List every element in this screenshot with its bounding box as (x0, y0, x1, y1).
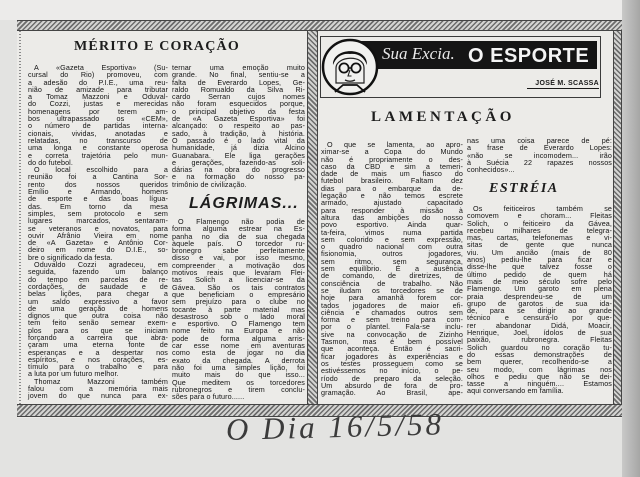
text-line: se iludam os torcedores se de (321, 285, 463, 295)
text-line: Um absurdo de fora de pro- (321, 380, 463, 390)
text-line: um saldo expressivo a favor (28, 296, 168, 306)
text-line: Thomaz Mazzoni também (34, 376, 168, 386)
text-line: altura das ambições do nosso (321, 212, 463, 222)
text-line: humanidade, já dizia Alcino (172, 143, 305, 153)
text-line: Solich guardou no coração tu- (467, 342, 612, 352)
text-line: trimônio de civilização. (172, 179, 247, 189)
text-line: dias para o embarque da de- (321, 183, 463, 193)
text-line: ouvir Afrânio Vieira em nome (28, 230, 168, 240)
text-line: do do futebol. (28, 157, 73, 167)
text-line: de, para se dirigir ao grande (467, 306, 612, 316)
text-line: espíritos, e nos corações, es- (28, 354, 168, 364)
text-line: tados jogadores de maior efi- (321, 300, 463, 310)
text-line: raldo Romualdo da Silva Ri- (172, 84, 305, 94)
text-line: O Flamengo não podia de (178, 217, 305, 226)
text-line: deiro em nome do D.I.E., so- (28, 245, 168, 255)
text-line: de uma geração de homens (28, 303, 168, 313)
text-line: não foi uma simples lição, foi (172, 362, 305, 372)
text-line: lugares marcados, sentaram- (28, 216, 168, 226)
text-line: grande. No final, sentiu-se a (172, 70, 305, 80)
text-line: reunião foi a Cantina Sor- (28, 172, 168, 182)
text-line: esperanças e a despertar nos (28, 347, 168, 357)
text-line: falta de Everardo Lopes, Ge- (172, 77, 305, 87)
text-line: por o plantel. Fala-se inclu- (321, 322, 463, 332)
text-line: forma e sem treino para com- (321, 315, 463, 325)
text-line: de «A Gazeta» e Antônio Cor- (28, 238, 168, 248)
column-divider (307, 31, 318, 404)
text-line: tem feito senão semear exem- (28, 318, 168, 328)
text-line: gramação. Ao Brasil, ape- (321, 388, 463, 398)
section-name: O ESPORTE (468, 45, 590, 67)
scan-right-edge (622, 0, 640, 477)
text-line: como esta de jogar no dia (172, 348, 305, 358)
article-title-lagrimas: LÁGRIMAS... (189, 195, 299, 212)
text-line: se veteranos e novatos, para (28, 223, 168, 233)
text-line: A «Gazeta Esportiva» (Su- (34, 63, 168, 72)
text-line: O local escolhido para a (34, 165, 168, 175)
text-line: Que meditem os torcedores (172, 377, 305, 387)
text-line: último pedido de quem há (467, 269, 612, 279)
text-line: dárias na obra do progresso (172, 165, 305, 175)
text-line: o número de partidas interna- (28, 121, 168, 131)
text-line: dade de mais um fiasco do (321, 169, 463, 179)
text-line: os testes prosseguem como se (321, 358, 463, 368)
text-line: de «A Gazeta Esportiva» foi (172, 114, 305, 124)
text-line: tas Solich a licenciar-se da (172, 275, 305, 285)
text-line: O passado é o lado vital da (172, 135, 305, 145)
text-line: Gávea. São os tais contratos (172, 282, 305, 292)
text-line: a frase de Everardo Lopes: (467, 143, 612, 153)
text-line: aqui conversando em família. (467, 386, 564, 396)
text-line: disso e vai, por isso mesmo, (172, 253, 305, 263)
text-line: alcançado: o respeito ao pas- (172, 121, 305, 131)
text-line: anos) pediu-lhe para ficar e (467, 255, 612, 265)
text-line: e na formação do nosso pa- (172, 172, 305, 182)
merito-column-2 (172, 64, 305, 188)
text-line: Os feiticeiros também se (473, 204, 612, 213)
text-line: jovem do que nunca para ex- (28, 391, 168, 401)
text-line: Henrique, Joel, ídolos de sua (467, 328, 612, 338)
text-line: seu modo, com lágrimas nos (467, 364, 612, 374)
left-border-line (19, 31, 21, 404)
text-line: Emílio e Armando, homens (28, 187, 168, 197)
text-line: ternar uma emoção muito (172, 63, 305, 72)
lamentacao-column-2 (467, 137, 612, 173)
text-line: e gerações, fazendo-as soli- (172, 157, 305, 167)
article-title-merito: MÉRITO E CORAÇÃO (74, 39, 240, 54)
author-byline: JOSÉ M. SCASSA (527, 80, 599, 89)
text-line: bronegro sabe perfeitamente (172, 246, 305, 256)
text-line: muito mais do que isso... (172, 370, 305, 380)
text-line: rubronegros e tirem conclu- (172, 384, 305, 394)
text-line: cordações, de saudade e de (28, 281, 168, 291)
text-line: comovem e choram... Fleitas (467, 211, 612, 221)
text-line: «não se incomodem... irão (467, 150, 612, 160)
text-line: relatadas, no transcurso de (28, 135, 168, 145)
text-line: que beneficiam o empresário (172, 289, 305, 299)
text-line: legação e não temos escrete (321, 191, 463, 201)
text-line: tímulo para o trabalho e para (28, 362, 168, 372)
text-line: não é propriamente o des- (321, 154, 463, 164)
lamentacao-column-1 (321, 141, 463, 396)
text-line: pode de forma alguma arris- (172, 333, 305, 343)
text-line: à Suécia 22 rapazes nossos (467, 157, 612, 167)
text-line: tasse a ninguém.... Estamos (467, 379, 612, 389)
text-line: das. Em torno da mesa (28, 201, 168, 211)
text-line: bos ultrapassado os «CEM», (28, 114, 168, 124)
text-line: motivos reais que levaram Flei- (172, 268, 305, 278)
paragraph (28, 64, 168, 166)
text-line: conhecidos»... (467, 165, 515, 175)
text-line: O que se lamenta, ao apro- (327, 140, 463, 149)
text-line: paixão, rubronegra. Fleitas (467, 335, 612, 345)
paragraph (467, 137, 612, 173)
text-line: car esse nome em aventuras (172, 341, 305, 351)
text-line: cardo Serran cujos nomes (172, 92, 305, 102)
text-line: olhos e pediu que não se dei- (467, 371, 612, 381)
text-line: Flamengo. Um garoto em plena (467, 284, 612, 294)
text-line: nome feito na Europa e não (172, 326, 305, 336)
text-line: para responder à missão à (321, 205, 463, 215)
right-border-band (613, 31, 622, 404)
estreia-column (467, 205, 612, 395)
paragraph (172, 64, 305, 188)
paragraph (28, 166, 168, 261)
article-title-estreia: ESTRÉIA (489, 181, 559, 196)
text-line: praia desprendeu-se de um (467, 291, 612, 301)
text-line: ximar-se a Copa do Mundo (321, 147, 463, 157)
lagrimas-column (172, 218, 305, 400)
text-line: a luta por um futuro melhor. (28, 369, 119, 379)
text-line: sitas de gente que nunca (467, 240, 612, 250)
text-line: futebol brasileiro. Faltam dez (321, 176, 463, 186)
text-line: cursal do Rio) promoveu, com (28, 70, 168, 80)
text-line: dignos que outra coisa não (28, 311, 168, 321)
text-line: belas lições, para chegar a (28, 289, 168, 299)
text-line: sem equilíbrio. É a ausência (321, 264, 463, 274)
text-line: o quadro nacional com outra (321, 242, 463, 252)
text-line: exato da chegada. A derrota (172, 355, 305, 365)
text-line: sive na convocação de Zizinho (321, 329, 463, 339)
text-line: Solich, o feiticeiro da Gávea, (467, 218, 612, 228)
top-border-band (17, 20, 622, 31)
text-line: ficar jogadores às experiências e (321, 351, 463, 361)
caricature-portrait (321, 38, 379, 96)
text-line: çaram uma eterna fonte de (28, 340, 168, 350)
text-line: do Cozzi, justas e merecidas (28, 99, 168, 109)
text-line: fisionomia, outros jogadores, (321, 249, 463, 259)
text-line: a adesão do P.I.E., uma reu- (28, 77, 168, 87)
text-line: mas, cartas, telefonemas e vi- (467, 233, 612, 243)
text-line: Tasmon, mas é bem possível (321, 337, 463, 347)
text-line: rer abandonar Didá, Moacir, (467, 320, 612, 330)
text-line: ta-feira, vimos numa partida (321, 227, 463, 237)
text-line: Oduvaldo Cozzi agradeceu, em (34, 260, 168, 270)
text-line: a Tomaz Mazzoni e Oduval- (28, 92, 168, 102)
text-line: de esporte e das boas lígua- (28, 194, 168, 204)
text-line: falou com a memória mais (28, 384, 168, 394)
text-line: hoje para amanhã forem cor- (321, 293, 463, 303)
text-line: mais de meio século sofre pelo (467, 276, 612, 286)
text-line: nas uma coisa parece de pé: (467, 136, 612, 145)
text-line: plos para os que se iniciam (28, 325, 168, 335)
text-line: panha no dia de sua chegada (172, 231, 305, 241)
text-line: Guanabara. Ele liga gerações (172, 150, 305, 160)
text-line: bre o significado da festa. (28, 252, 113, 262)
text-line: consciência de trabalho. Não (321, 278, 463, 288)
text-line: forçando a carreira que abra- (28, 332, 168, 342)
text-line: uma longa e constante operosa (28, 143, 168, 153)
text-line: tocante à parte material mas (172, 304, 305, 314)
text-line: compreender a motivação dos (172, 260, 305, 270)
text-line: viu. Um ancião (mais de 80 (467, 247, 612, 257)
article-title-lamentacao: LAMENTAÇÃO (371, 109, 515, 125)
text-line: o principal objetivo da festa (172, 106, 305, 116)
text-line: do tempo em parcelas de re- (28, 274, 168, 284)
text-line: não foram esquecidos porque, (172, 99, 305, 109)
text-line: sões para o futuro...... (172, 392, 245, 402)
text-line: ciência e chamados outros sem (321, 307, 463, 317)
text-line: grupo de garotos de sua ida- (467, 298, 612, 308)
column-badge: Sua Excia. (382, 44, 455, 63)
text-line: simples, sem protocolo e sem (28, 208, 168, 218)
text-line: homenagens por terem am- (28, 106, 168, 116)
text-line: cionais, vividas, anotadas e (28, 128, 168, 138)
text-line: disse-lhe que talvez fosse o (467, 262, 612, 272)
merito-column-1 (28, 64, 168, 400)
paragraph (321, 141, 463, 396)
text-line: desastroso sob o lado moral (172, 311, 305, 321)
text-line: e correta trajetória pelo mun- (28, 150, 168, 160)
text-line: forma alguma estrear na Es- (172, 224, 305, 234)
text-line: rento dos nossos queridos (28, 179, 168, 189)
text-line: sem prejuízo para o clube no (172, 297, 305, 307)
paragraph (467, 205, 612, 395)
scan-top-margin (0, 0, 640, 20)
text-line: técnico e censurá-lo por que- (467, 313, 612, 323)
text-line: sem ritmo, sem segurança, (321, 256, 463, 266)
text-line: povo esportivo. Ainda quar- (321, 220, 463, 230)
text-line: nião de amizade para tributar (28, 84, 168, 94)
paragraph (28, 378, 168, 400)
text-line: recebeu milhares de telegra- (467, 225, 612, 235)
text-line: sem colorido e sem expressão, (321, 234, 463, 244)
paragraph (172, 218, 305, 400)
text-line: seguida, fazendo um balanço (28, 267, 168, 277)
text-line: ríodo de preparo da seleção. (321, 373, 463, 383)
text-line: e esportivo. O Flamengo tem (172, 319, 305, 329)
text-line: de comando, de diretrizes, de (321, 271, 463, 281)
text-line: que aconteça. Então é sacri- (321, 344, 463, 354)
text-line: caso da CBD e sim a temeri- (321, 161, 463, 171)
text-line: sado, à tradição, à história. (172, 128, 305, 138)
paragraph (28, 261, 168, 378)
handwritten-date-note: O Dia 16/5/58 (225, 406, 445, 447)
text-line: bem querer, recolhendo-se a (467, 357, 612, 367)
text-line: àquele país. O torcedor ru- (172, 238, 305, 248)
text-line: estivéssemos no início, o pe- (321, 366, 463, 376)
text-line: do essas demonstrações de (467, 349, 612, 359)
text-line: armado, ajustado capacitado (321, 198, 463, 208)
